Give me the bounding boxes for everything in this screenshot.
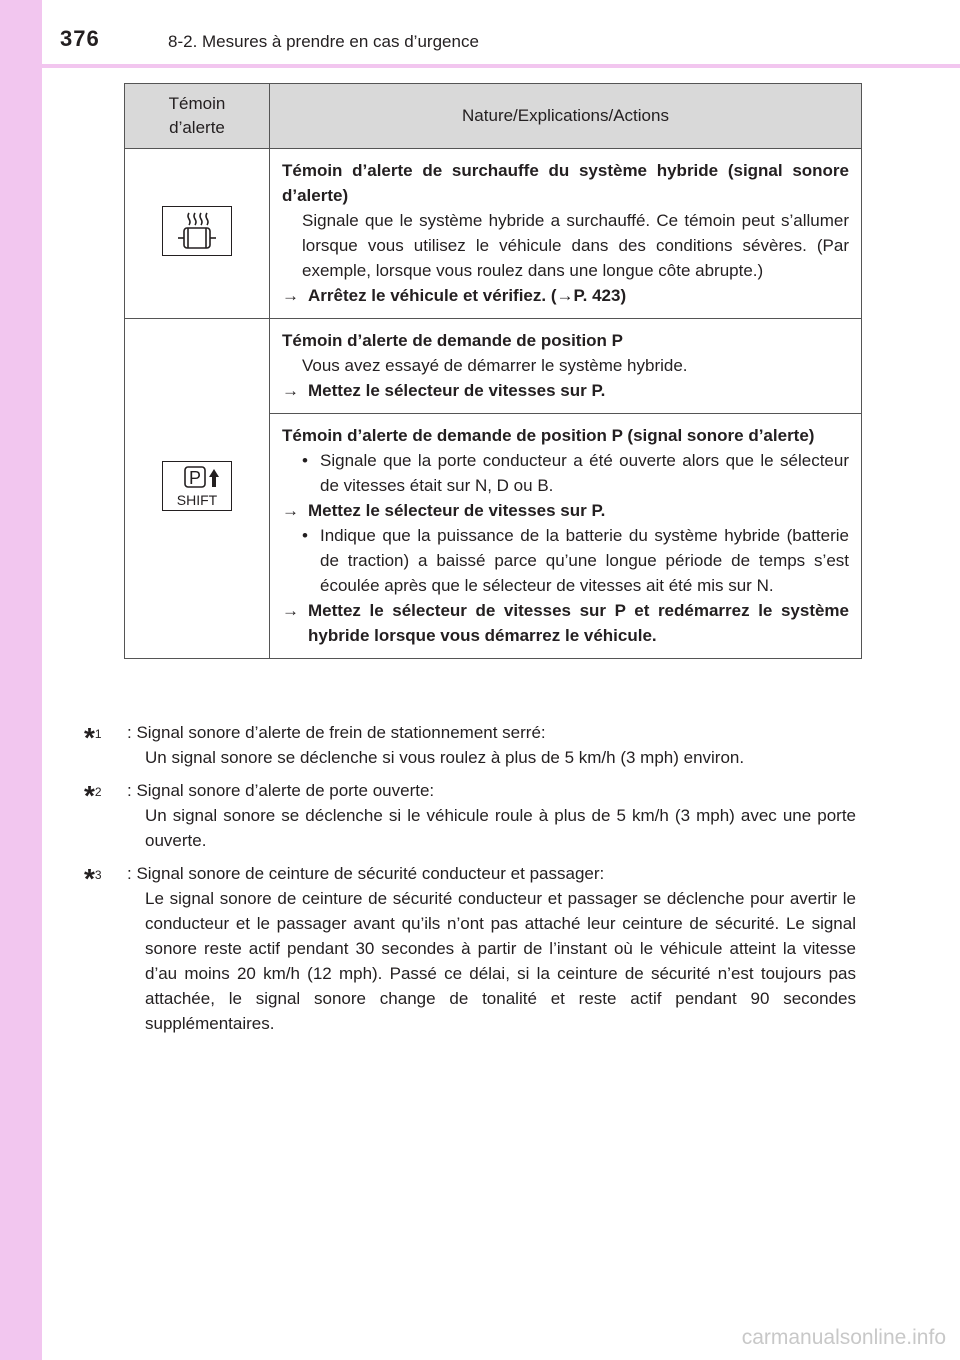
section-title: 8-2. Mesures à prendre en cas d’urgence: [168, 32, 479, 51]
overheat-action-ref: P. 423): [573, 286, 627, 305]
p-beep-action-2-text: Mettez le sélecteur de vitesses sur P et redémarrez le système hybride lorsque vous démarrez le véhicule.: [308, 601, 849, 645]
asterisk-mark: *: [84, 863, 95, 894]
p-request-description: Vous avez essayé de démarrer le système hybride.: [302, 356, 688, 375]
page-number: 376: [60, 26, 100, 51]
footnote-number: 3: [94, 868, 102, 882]
overheat-description-cell: [270, 149, 862, 319]
footnote-title: : Signal sonore de ceinture de sécurité conducteur et passager:: [127, 864, 605, 883]
p-beep-bullet-1: [282, 448, 849, 498]
p-beep-action-1-text: Mettez le sélecteur de vitesses sur P.: [308, 501, 606, 520]
bullet-dot: •: [302, 451, 308, 470]
p-beep-bullet-1-text: Signale que la porte conducteur a été ouverte alors que le sélecteur de vitesses était sur N, D ou B.: [320, 451, 849, 495]
icon-p-letter: P: [188, 468, 202, 488]
p-beep-title: Témoin d’alerte de demande de position P (signal sonore d’alerte): [282, 426, 815, 445]
p-beep-bullet-2: [282, 523, 849, 598]
footnotes: [84, 720, 856, 1044]
p-request-action-text: Mettez le sélecteur de vitesses sur P.: [308, 381, 606, 400]
p-position-request-cell: [270, 319, 862, 414]
footnote-3: [84, 861, 856, 1036]
bullet-dot: •: [302, 526, 308, 545]
hybrid-overheat-icon: [162, 206, 232, 256]
footnote-body: Le signal sonore de ceinture de sécurité conducteur et passager se déclenche pour avertir le conducteur et le passager avant qu’ils n’ont pas attaché leur ceinture de sécurité. Le signal sonore reste actif pendant 30 secondes à partir de l’instant où le véhicule atteint la vitesse d’au moins 20 km/h (12 mph). Passé ce délai, si la ceinture de sécurité n’est toujours pas attachée, le signal sonore change de tonalité et reste actif pendant 90 secondes supplémentaires.: [145, 889, 856, 1033]
p-position-beep-cell: [270, 414, 862, 659]
overheat-description: Signale que le système hybride a surchauffé. Ce témoin peut s’allumer lorsque vous utilisez le véhicule dans des conditions sévères. (Par exemple, lorsque vous roulez dans une longue côte abrupte.): [302, 211, 849, 280]
overheat-action-text: Arrêtez le véhicule et vérifiez. (: [308, 286, 557, 305]
icon-shift-label: SHIFT: [176, 492, 218, 508]
warning-lights-table: [124, 83, 862, 659]
overheat-title: Témoin d’alerte de surchauffe du système hybride (signal sonore d’alerte): [282, 161, 849, 205]
icon-cell: [125, 319, 270, 659]
overheat-action: [282, 283, 849, 308]
footnote-2: [84, 778, 856, 853]
asterisk-mark: *: [84, 780, 95, 811]
p-beep-action-2: [282, 598, 849, 648]
footnote-number: 1: [94, 727, 102, 741]
arrow-icon: →: [282, 381, 299, 400]
header-nature: Nature/Explications/Actions: [270, 84, 862, 149]
arrow-icon: →: [282, 286, 299, 305]
footnote-1: [84, 720, 856, 770]
header-warning-light-text: Témoin d’alerte: [168, 94, 226, 137]
footnote-body: Un signal sonore se déclenche si vous roulez à plus de 5 km/h (3 mph) environ.: [145, 748, 745, 767]
table-header-row: [125, 84, 862, 149]
table-row: [125, 149, 862, 319]
arrow-icon: →: [282, 601, 299, 620]
footnote-marker: [84, 720, 102, 751]
footnote-marker: [84, 778, 102, 809]
asterisk-mark: *: [84, 722, 95, 753]
footnote-body: Un signal sonore se déclenche si le véhicule roule à plus de 5 km/h (3 mph) avec une porte ouverte.: [145, 806, 856, 850]
footnote-title: : Signal sonore d’alerte de frein de stationnement serré:: [127, 723, 546, 742]
p-request-title: Témoin d’alerte de demande de position P: [282, 331, 624, 350]
p-shift-icon: [162, 461, 232, 511]
left-color-band: [0, 0, 42, 1360]
footnote-number: 2: [94, 785, 102, 799]
table-row: [125, 319, 862, 414]
p-beep-action-1: [282, 498, 849, 523]
icon-cell: [125, 149, 270, 319]
p-request-action: [282, 378, 849, 403]
footnote-marker: [84, 861, 102, 892]
p-beep-bullet-2-text: Indique que la puissance de la batterie du système hybride (batterie de traction) a baissé parce qu’une longue période de temps s’est écoulée après que le sélecteur de vitesses ait été mis sur N.: [320, 526, 849, 595]
arrow-icon: →: [556, 286, 574, 305]
header-rule: [0, 64, 960, 68]
footnote-title: : Signal sonore d’alerte de porte ouverte:: [127, 781, 435, 800]
arrow-icon: →: [282, 501, 299, 520]
header-warning-light: [125, 84, 270, 149]
watermark: carmanualsonline.info: [741, 1326, 946, 1349]
